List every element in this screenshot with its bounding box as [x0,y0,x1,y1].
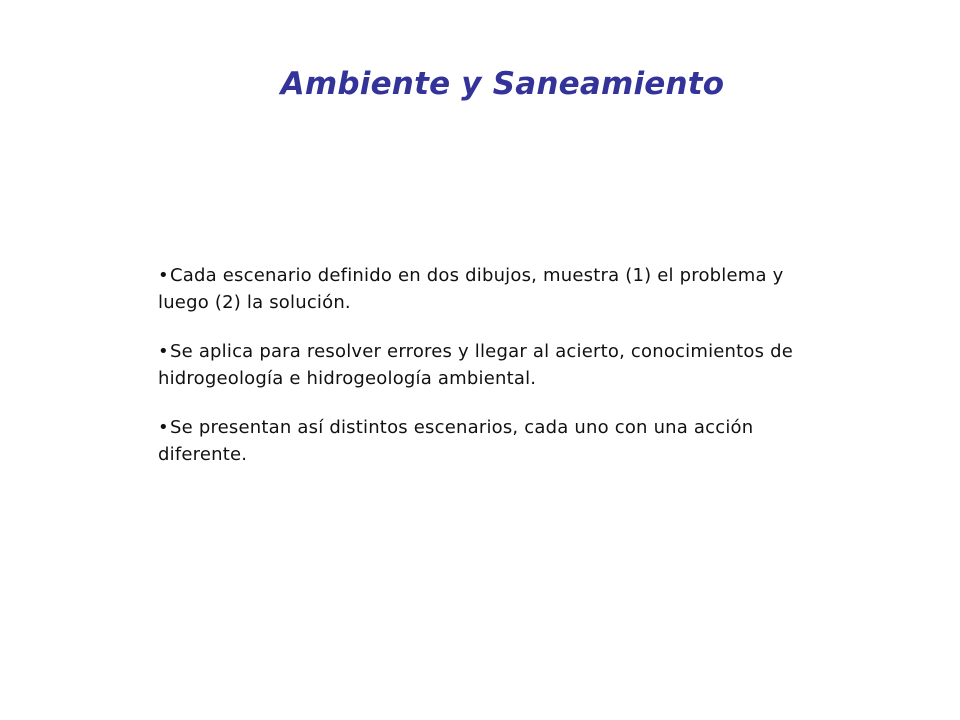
bullet-text: Se presentan así distintos escenarios, cada uno con una acción diferente. [158,417,754,465]
bullet-icon: • [158,341,169,362]
bullet-icon: • [158,417,169,438]
bullet-text: Se aplica para resolver errores y llegar al acierto, conocimientos de hidrogeología e hidrogeología ambiental. [158,341,794,389]
bullet-item [158,338,818,392]
bullet-icon: • [158,265,169,286]
bullet-item [158,262,818,316]
slide-title: Ambiente y Saneamiento [280,66,725,102]
bullet-item [158,414,818,468]
bullet-list [158,262,818,490]
bullet-text: Cada escenario definido en dos dibujos, muestra (1) el problema y luego (2) la solución. [158,265,784,313]
